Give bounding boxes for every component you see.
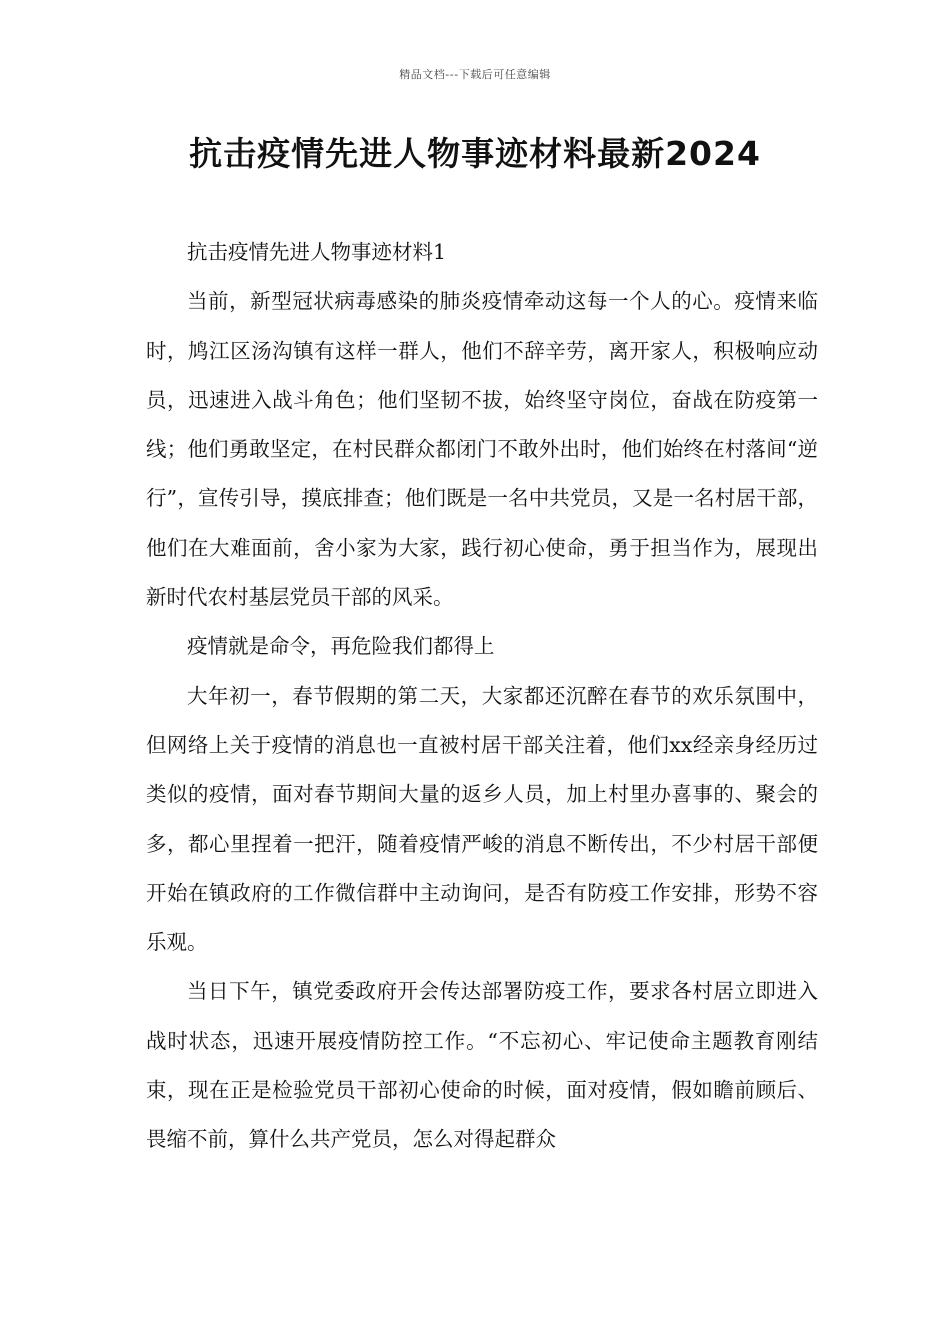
- document-title: 抗击疫情先进人物事迹材料最新2024: [189, 134, 761, 173]
- section-heading: 抗击疫情先进人物事迹材料1: [187, 240, 447, 264]
- document-body: [146, 228, 818, 1165]
- paragraph: 当前，新型冠状病毒感染的肺炎疫情牵动这每一个人的心。疫情来临时，鸠江区汤沟镇有这样一群人，他们不辞辛劳，离开家人，积极响应动员，迅速进入战斗角色；他们坚韧不拔，始终坚守岗位，奋战在防疫第一线；他们勇敢坚定，在村民群众都闭门不敢外出时，他们始终在村落间“逆行”，宣传引导，摸底排查；他们既是一名中共党员，又是一名村居干部，他们在大难面前，舍小家为大家，践行初心使命，勇于担当作为，展现出新时代农村基层党员干部的风采。: [146, 289, 818, 610]
- paragraph: 大年初一，春节假期的第二天，大家都还沉醉在春节的欢乐氛围中，但网络上关于疫情的消息也一直被村居干部关注着，他们xx经亲身经历过类似的疫情，面对春节期间大量的返乡人员，加上村里办喜事的、聚会的多，都心里捏着一把汗，随着疫情严峻的消息不断传出，不少村居干部便开始在镇政府的工作微信群中主动询问，是否有防疫工作安排，形势不容乐观。: [146, 683, 818, 955]
- header-note: 精品文档---下载后可任意编辑: [399, 68, 551, 81]
- section-heading: 疫情就是命令，再危险我们都得上: [187, 634, 495, 659]
- paragraph: 当日下午，镇党委政府开会传达部署防疫工作，要求各村居立即进入战时状态，迅速开展疫情防控工作。“不忘初心、牢记使命主题教育刚结束，现在正是检验党员干部初心使命的时候，面对疫情，假如瞻前顾后、畏缩不前，算什么共产党员，怎么对得起群众: [146, 979, 818, 1152]
